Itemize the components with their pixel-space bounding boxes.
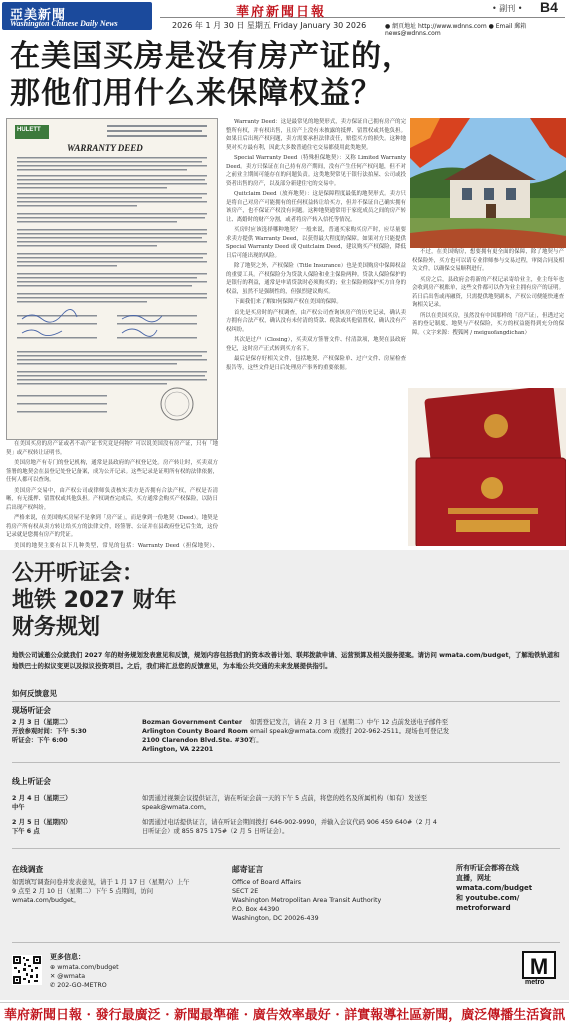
mail-heading: 邮寄证言 [232, 865, 264, 874]
venue-street: 2100 Clarendon Blvd.Ste. #307 [142, 737, 253, 744]
paragraph: 严格来说，在美国购买房屋不是拿到「房产证」，而是拿到一份地契（Deed）。地契是将房产所有权从卖方转让给买方的法律文件，经签署、公证并在县政府登记后生效，这份记录就是您拥有房产的凭证。 [6, 515, 218, 538]
page-number: B4 [540, 0, 558, 15]
mail-line-1: Office of Board Affairs [232, 879, 302, 886]
logo-english-text: Washington Chinese Daily News [10, 19, 118, 28]
paragraph: 不过，在美国购房，想要拥有更全面的保障，除了地契与产权保险外，买方也可以请专业律师参与交易过程，审阅合同及相关文件，以确保交易顺利进行。 [412, 249, 564, 272]
headline-line-1: 在美国买房是没有房产证的， [10, 39, 413, 74]
property-certificate-illustration [408, 388, 566, 546]
mail-line-4: P.O. Box 44390 [232, 906, 280, 913]
headline-line-2: 那他们用什么来保障权益？ [10, 76, 382, 111]
more-info-heading: 更多信息： [50, 953, 85, 961]
how-to-comment-heading: 如何反馈意见 [12, 689, 57, 698]
speaker-registration-note: 如需登记发言，请在 2 月 3 日（星期二）中午 12 点前发送电子邮件至 email speak@wmata.com 或拨打 202-962-2511。现场也可登记发言。 [250, 719, 450, 744]
paragraph: Quitclaim Deed（放弃地契）：这是保障程度最低的地契形式。卖方只是将自己对房产可能拥有的任何权益转让给买方，但并不保证自己确实拥有该房产，也不保证产权没有问题。这种地契通常用于家庭成员之间的房产转让、离婚时的财产分割，或者将房产转入信托等情况。 [226, 191, 406, 223]
ad-title-line-2: 地铁 2027 财年 [12, 588, 177, 613]
ad-title [12, 560, 177, 641]
paragraph: 首先是买房时的产权调查，由产权公司查询该房产的历史记录，确认卖方拥有合法产权，确认没有未付清的贷款、税款或其他留置权，确认没有产权纠纷。 [226, 309, 406, 333]
more-info-web[interactable] [50, 963, 119, 972]
video-testimony-note: 如需通过视频会议提供证言，请在听证会前一天的下午 5 点前，将您的姓名及所属机构（如有）发送至 speak@wmata.com。 [142, 795, 428, 811]
metro-wordmark: metro [525, 979, 545, 986]
paragraph: 美国的地契主要有以下几种类型，常见的包括：Warranty Deed（担保地契）、 [14, 542, 218, 548]
web-line: ● 網頁地址 http://www.wdnns.com ● Email 郵箱 news@wdnns.com [385, 23, 527, 37]
property-certificate-photo [408, 388, 566, 546]
article-column-2 [226, 118, 406, 546]
paragraph: 所以在美国买房，虽然没有中国那样的「房产证」，但透过完善的登记制度、地契与产权保险，买方的权益能得到充分的保障。（文字来源：搜狐网 / meiguofangdichan） [412, 312, 564, 336]
paragraph: 下面我们来了解如何保障产权在美国的保障。 [234, 299, 342, 305]
survey-text: 如需填写调查问卷并发表意见，请于 1 月 17 日（星期六）上午 9 点至 2 月 10 日（星期二）下午 5 点期间，访问 wmata.com/budget。 [12, 879, 190, 904]
deed-title: WARRANTY DEED [67, 143, 143, 153]
footer-slogan: 華府新聞日報 · 發行最廣泛 · 新聞最準確 · 廣告效率最好 · 詳實報導社區新聞，廣泛傳播生活資訊 [4, 1008, 566, 1023]
mail-line-5: Washington, DC 20026-439 [232, 915, 319, 922]
more-info-x[interactable] [50, 972, 85, 981]
livestream-line-3: 和 youtube.com/ [456, 894, 520, 902]
online-time-2: 下午 6 点 [12, 828, 40, 835]
paragraph: 买房时应该选择哪种地契？一般来说，普通买家购买房产时，应尽量要求卖方提供 Warranty Deed，以获得最大程度的保障。如果对方只能提供 Special Warranty Deed 或 Quitclaim Deed，建议购买产权保险，降低日后可能出现的风险。 [226, 227, 406, 259]
paragraph: 除了地契之外，产权保险（Title Insurance）也是美国购房中保障权益的重要工具。产权保险分为贷款人保险和业主保险两种。贷款人保险保护的是银行的利益，通常是申请贷款时必须购买的；业主保险则保护买方自身的权益，虽然不是强制性的，但强烈建议购买。 [226, 263, 406, 295]
qr-code[interactable] [12, 955, 42, 985]
warranty-deed-image [6, 118, 218, 440]
more-info-phone[interactable] [50, 981, 107, 990]
divider [12, 762, 560, 763]
in-person-date: 2 月 3 日（星期二） [12, 719, 72, 726]
newspaper-logo [2, 2, 152, 30]
section-name: • 副刊 • [492, 4, 523, 13]
paragraph: 买房之后，县政府会将新的产权记录寄给业主，业主每年也会收到房产税账单，这些文件都可以作为业主拥有房产的证明。若日后出售或再融资，只需提供地契副本，产权公司便能快速查询相关记录。 [412, 276, 564, 308]
header-rule [160, 17, 565, 18]
divider [12, 848, 560, 849]
phone-testimony-note: 如需通过电话提供证言，请在听证会期间拨打 646-902-9990，并输入会议代码 906 459 640#（2 月 4 日听证会）或 855 875 175#（2 月 5 日听证会）。 [142, 819, 437, 835]
phone-icon: ✆ [50, 982, 58, 989]
ad-intro: 地铁公司诚邀公众就我们 2027 年的财务规划发表意见和反馈，规划内容包括我们的资本改善计划、联邦拨款申请、运营预算及相关服务提案。请访问 wmata.com/budget，了解地铁轨道和地铁巴士的拟议变更以及拟议投资项目。之后，我们将汇总您的反馈意见，为本地公共交通的未来发展提供指引。 [12, 651, 560, 670]
livestream-line-1: 直播，网址 [456, 874, 491, 882]
ad-title-line-3: 财务规划 [12, 615, 101, 640]
online-time-1: 中午 [12, 804, 25, 811]
livestream-line-2: wmata.com/budget [456, 884, 533, 892]
mail-line-3: Washington Metropolitan Area Transit Authority [232, 897, 382, 904]
article-column-3 [412, 248, 564, 386]
hearing-time: 听证会：下午 6:00 [12, 737, 68, 744]
livestream-heading: 所有听证会都将在线 [456, 864, 519, 872]
deed-text-lines [7, 119, 217, 439]
paragraph: 其次是过户（Closing），买卖双方签署文件、付清款项，地契在县政府登记，这时房产正式转到买方名下。 [226, 337, 406, 352]
more-info-x-text: @wmata [57, 973, 86, 980]
paragraph: 美国房产交易中，由产权公司或律师负责核实卖方是否拥有合法产权，产权是否清晰，有无抵押、留置权或其他负担。产权调查完成后，买方通常会购买产权保险，以防日后出现产权纠纷。 [6, 487, 218, 511]
paragraph: Warranty Deed：这是最常见的地契形式，卖方保证自己拥有房产的完整所有权，并有权出售，且房产上没有未披露的抵押、留置权或其他负担。如果日后出现产权问题，卖方需要承担法律责任，赔偿买方的损失。这种地契对买方最有利，因此大多数普通住宅交易都使用此类地契。 [226, 119, 406, 151]
paragraph: 美国房地产有专门的登记机构，通常是县政府的产权登记处。房产转让时，买卖双方签署的地契会在县登记处登记备案，成为公开记录。这些记录是证明所有权的法律依据，任何人都可以查询。 [6, 460, 218, 483]
divider [12, 942, 560, 943]
house-illustration [410, 118, 566, 248]
article-column-1 [6, 440, 218, 548]
online-heading: 线上听证会 [12, 777, 51, 786]
ad-title-line-1: 公开听证会： [12, 561, 145, 586]
paragraph: 在美国买房的房产证或者不动产证书究竟是何物？可以说美国没有房产证，只有「地契」或产权转让证明书。 [6, 441, 218, 456]
metro-logo [520, 950, 558, 988]
logo-chinese-text: 亞美新聞 [10, 8, 67, 23]
livestream-line-4: metroforward [456, 904, 511, 912]
venue-room: Arlington County Board Room [142, 728, 248, 735]
more-info-web-text: wmata.com/budget [57, 964, 119, 971]
paragraph: Special Warranty Deed（特殊担保地契）：又称 Limited Warranty Deed。卖方只保证在自己持有房产期间，没有产生任何产权问题，但不对之前业主期间可能存在的问题负责。这类地契常见于银行法拍屋、公司或投资者出售的房产，以及部分新建住宅的交易中。 [226, 155, 406, 187]
survey-heading: 在线调查 [12, 865, 44, 874]
online-date-2: 2 月 5 日（星期四） [12, 819, 72, 826]
venue-city: Arlington, VA 22201 [142, 746, 214, 753]
article-headline [10, 38, 565, 112]
mail-line-2: SECT 2E [232, 888, 259, 895]
open-house-time: 开放参观时间：下午 5:30 [12, 728, 87, 735]
online-date-1: 2 月 4 日（星期三） [12, 795, 72, 802]
globe-icon: ⊕ [50, 964, 58, 971]
house-photo [410, 118, 566, 248]
paragraph: 最后是保存好相关文件，包括地契、产权保险单、过户文件、房屋检查报告等，这些文件是日后处理房产事务的重要依据。 [226, 356, 406, 371]
x-logo-icon: ✕ [50, 973, 58, 980]
venue-name: Bozman Government Center [142, 719, 243, 726]
more-info-phone-text: 202-GO-METRO [57, 982, 107, 989]
divider [12, 701, 560, 702]
date-line: 2026 年 1 月 30 日 星期五 Friday January 30 2026 [172, 21, 367, 30]
in-person-heading: 现场听证会 [12, 706, 51, 715]
paper-name: 華府新聞日報 [236, 5, 327, 20]
svg-text:M: M [529, 954, 549, 979]
deed-brand: HULETT [17, 127, 41, 133]
